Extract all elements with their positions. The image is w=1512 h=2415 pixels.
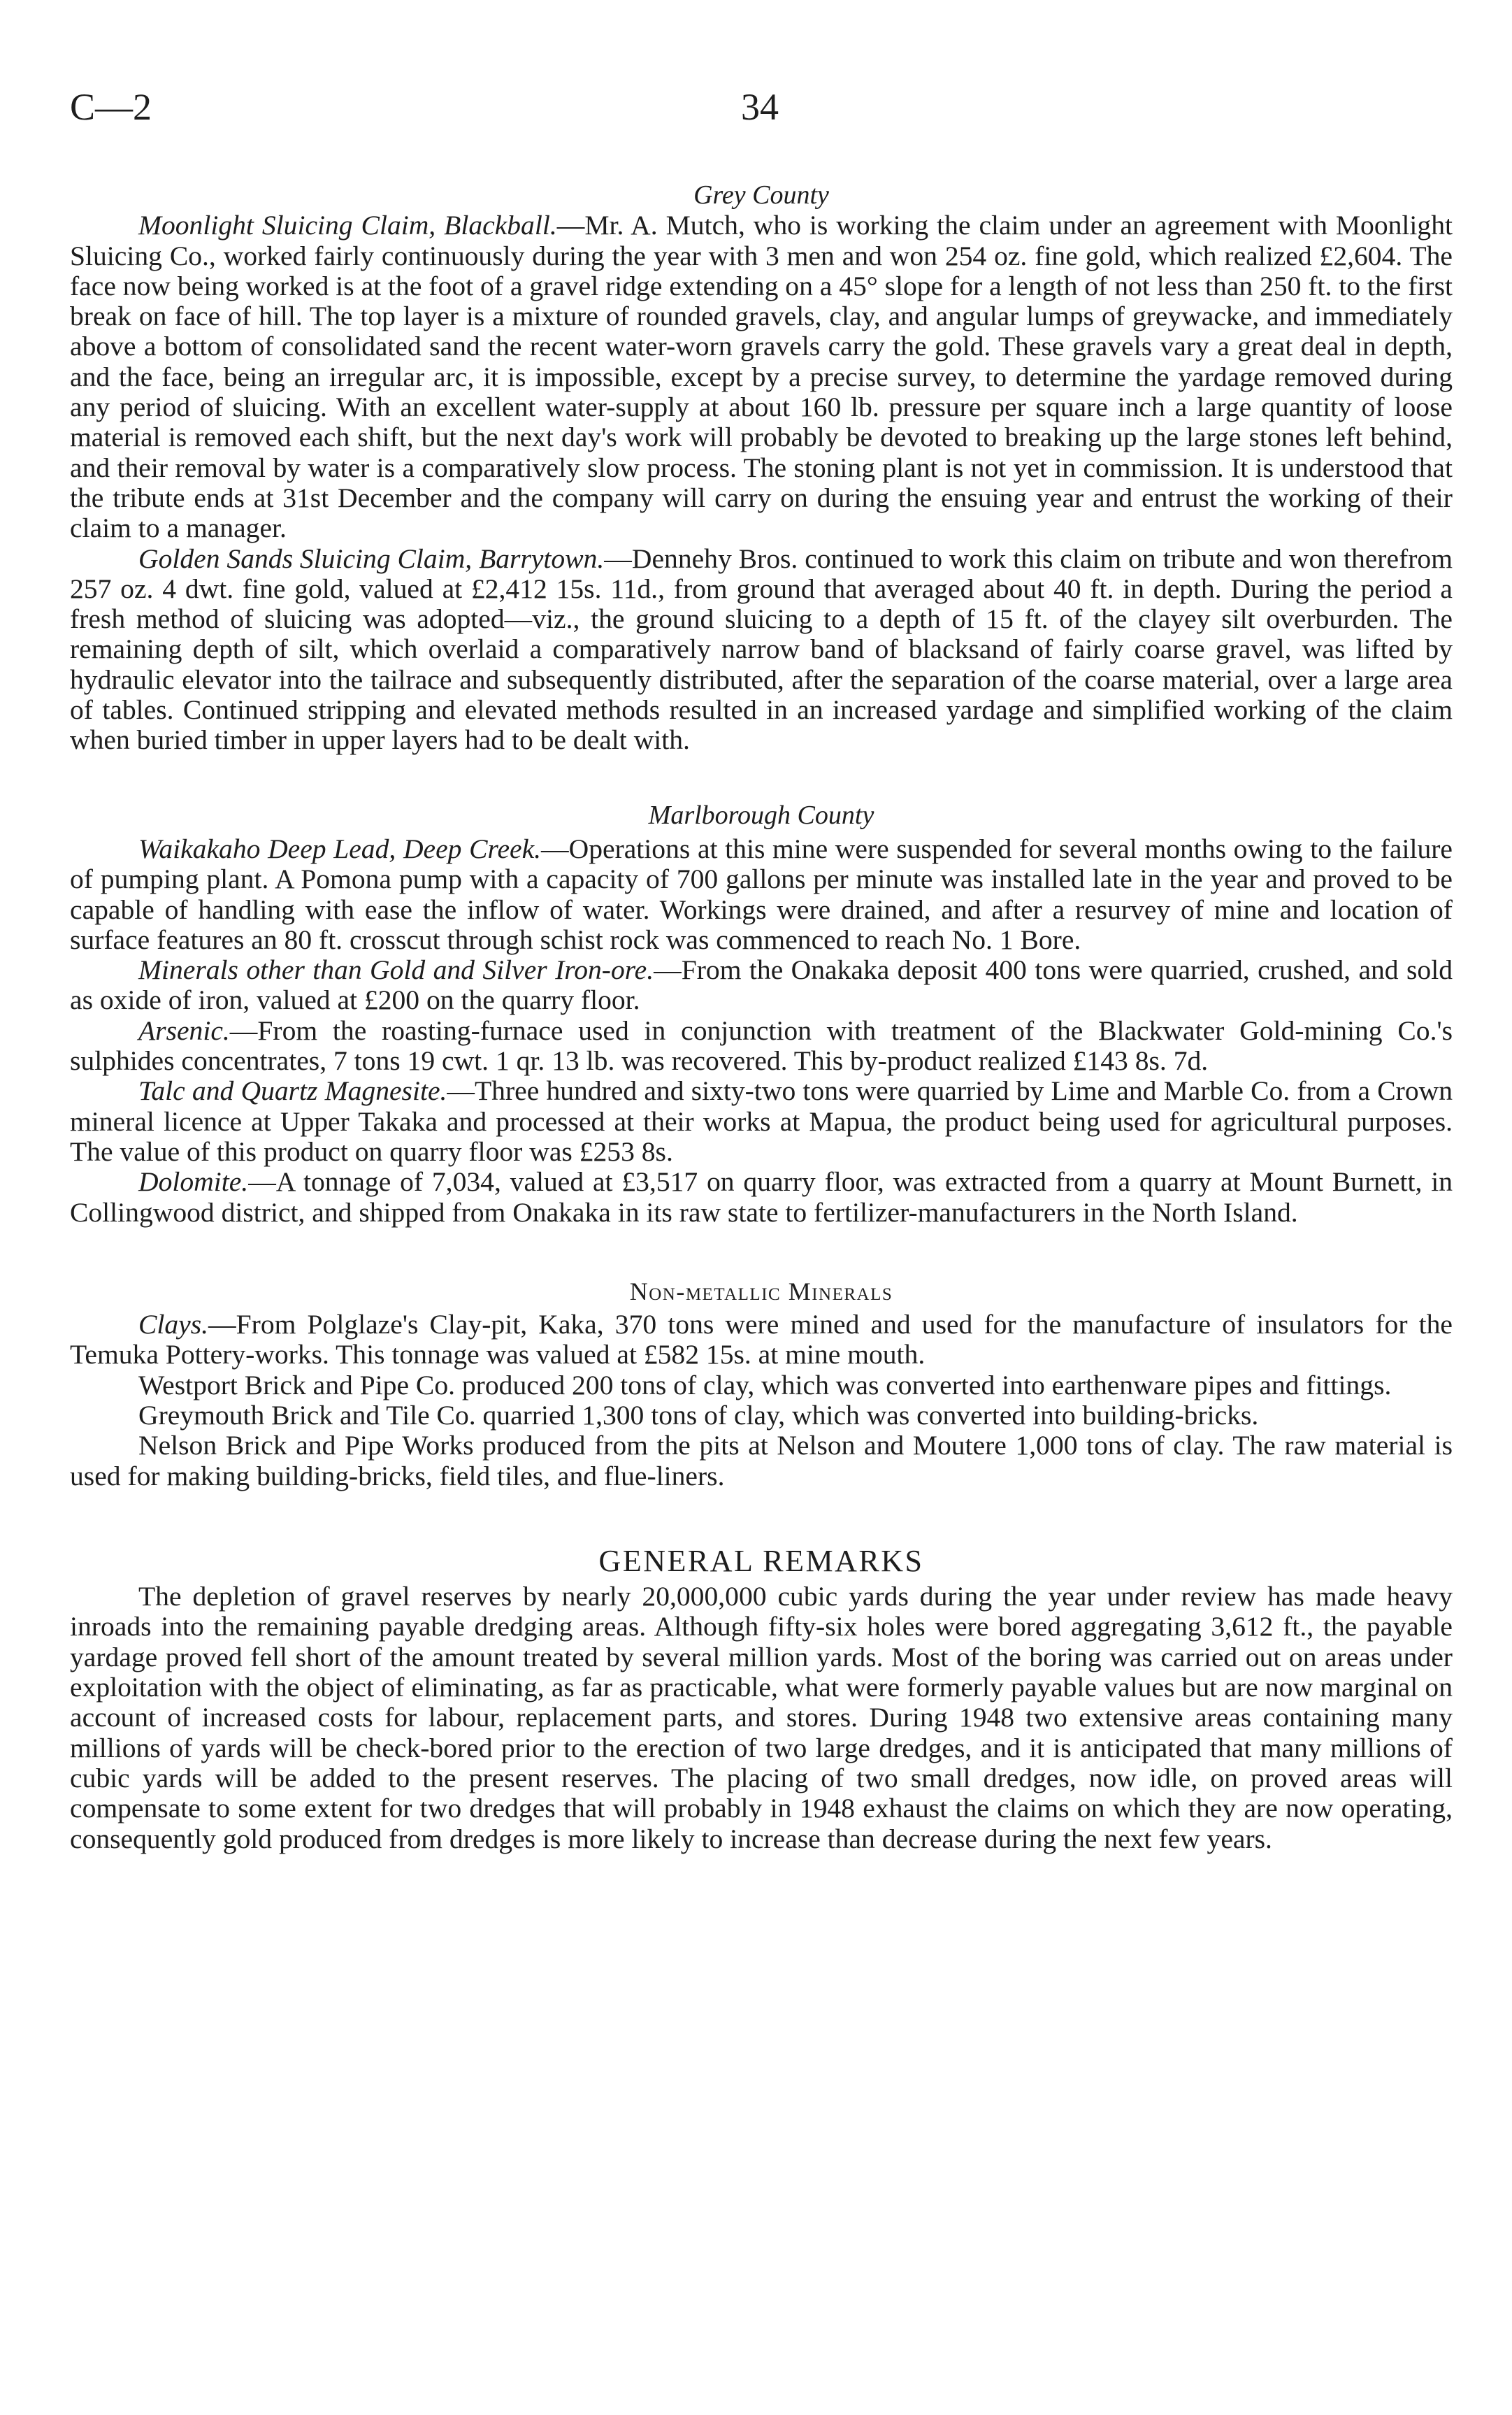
- paragraph-body: —From Polglaze's Clay-pit, Kaka, 370 tons were mined and used for the manufacture of insulators for the Temuka Pottery-works. This tonnage was valued at £582 15s. at mine mouth.: [70, 1309, 1453, 1370]
- moonlight-claim-paragraph: [70, 210, 1453, 543]
- general-remarks-paragraph: The depletion of gravel reserves by nearly 20,000,000 cubic yards during the year under review has made heavy inroads into the remaining payable dredging areas. Although fifty-six holes were bored aggregating 3,612 ft., the payable yardage proved fell short of the amount treated by several million yards. Most of the boring was carried out on areas under exploitation with the object of eliminating, as far as practicable, what were formerly payable values but are now marginal on account of increased costs for labour, replacement parts, and stores. During 1948 two extensive areas containing many millions of yards will be check-bored prior to the erection of two large dredges, and it is anticipated that many millions of cubic yards will be added to the present reserves. The placing of two small dredges, now idle, on proved areas will compensate to some extent for two dredges that will probably in 1948 exhaust the claims on which they are now operating, consequently gold produced from dredges is more likely to increase than decrease during the next few years.: [70, 1581, 1453, 1854]
- paragraph-body: —Dennehy Bros. continued to work this claim on tribute and won therefrom 257 oz. 4 dwt. fine gold, valued at £2,412 15s. 11d., from ground that averaged about 40 ft. in depth. During the period a fresh method of sluicing was adopted—viz., the ground sluicing to a depth of 15 ft. of the clayey silt overburden. The remaining depth of silt, which overlaid a comparatively narrow band of blacksand of fairly coarse gravel, was lifted by hydraulic elevator into the tailrace and subsequently distributed, after the separation of the coarse material, over a large area of tables. Continued stripping and elevated methods resulted in an increased yardage and simplified working of the claim when buried timber in upper layers had to be dealt with.: [70, 543, 1453, 756]
- marlborough-county-heading: Marlborough County: [648, 800, 874, 830]
- paragraph-title: Minerals other than Gold and Silver Iron-ore.: [138, 954, 654, 986]
- greymouth-brick-paragraph: Greymouth Brick and Tile Co. quarried 1,300 tons of clay, which was converted into building-bricks.: [138, 1399, 1259, 1431]
- talc-magnesite-paragraph: [70, 1076, 1453, 1167]
- nelson-brick-paragraph: Nelson Brick and Pipe Works produced from the pits at Nelson and Moutere 1,000 tons of clay. The raw material is used for making building-bricks, field tiles, and flue-liners.: [70, 1430, 1453, 1491]
- arsenic-paragraph: [70, 1016, 1453, 1077]
- paragraph-title: Talc and Quartz Magnesite.: [138, 1075, 447, 1107]
- paragraph-body: —Operations at this mine were suspended for several months owing to the failure of pumping plant. A Pomona pump with a capacity of 700 gallons per minute was installed late in the year and proved to be capable of handling with ease the inflow of water. Workings were drained, and after a resurvey of mine and location of surface features an 80 ft. crosscut through schist rock was commenced to reach No. 1 Bore.: [70, 833, 1453, 955]
- paragraph-body: —From the Onakaka deposit 400 tons were quarried, crushed, and sold as oxide of iron, valued at £200 on the quarry floor.: [70, 954, 1453, 1016]
- paragraph-title: Waikakaho Deep Lead, Deep Creek.: [138, 833, 542, 864]
- general-remarks-heading: GENERAL REMARKS: [598, 1543, 924, 1578]
- iron-ore-paragraph: [70, 955, 1453, 1016]
- dolomite-paragraph: [70, 1167, 1453, 1228]
- paragraph-title: Arsenic.: [138, 1015, 230, 1046]
- paragraph-title: Golden Sands Sluicing Claim, Barrytown.: [138, 543, 605, 574]
- golden-sands-claim-paragraph: [70, 544, 1453, 756]
- westport-brick-paragraph: Westport Brick and Pipe Co. produced 200 tons of clay, which was converted into earthenware pipes and fittings.: [138, 1369, 1392, 1400]
- clays-paragraph: [70, 1310, 1453, 1370]
- waikakaho-paragraph: [70, 834, 1453, 955]
- page-number: 34: [741, 86, 779, 128]
- paragraph-body: —Mr. A. Mutch, who is working the claim under an agreement with Moonlight Sluicing Co., worked fairly continuously during the year with 3 men and won 254 oz. fine gold, which realized £2,604. The face now being worked is at the foot of a gravel ridge extending on a 45° slope for a length of not less than 250 ft. to the first break on face of hill. The top layer is a mixture of rounded gravels, clay, and angular lumps of greywacke, and immediately above a bottom of consolidated sand the recent water-worn gravels carry the gold. These gravels vary a great deal in depth, and the face, being an irregular arc, it is impossible, except by a precise survey, to determine the yardage removed during any period of sluicing. With an excellent water-supply at about 160 lb. pressure per square inch a large quantity of loose material is removed each shift, but the next day's work will probably be devoted to breaking up the large stones left behind, and their removal by water is a comparatively slow process. The stoning plant is not yet in commission. It is understood that the tribute ends at 31st December and the company will carry on during the ensuing year and entrust the working of their claim to a manager.: [70, 210, 1453, 544]
- paragraph-title: Moonlight Sluicing Claim, Blackball.: [138, 210, 557, 241]
- paragraph-title: Clays.: [138, 1309, 209, 1340]
- non-metallic-minerals-heading: Non-metallic Minerals: [629, 1277, 893, 1305]
- paragraph-body: —A tonnage of 7,034, valued at £3,517 on quarry floor, was extracted from a quarry at Mount Burnett, in Collingwood district, and shipped from Onakaka in its raw state to fertilizer-manufacturers in the North Island.: [70, 1166, 1453, 1228]
- paragraph-body: —From the roasting-furnace used in conjunction with treatment of the Blackwater Gold-mining Co.'s sulphides concentrates, 7 tons 19 cwt. 1 qr. 13 lb. was recovered. This by-product realized £143 8s. 7d.: [70, 1015, 1453, 1077]
- paragraph-title: Dolomite.: [138, 1166, 249, 1198]
- document-reference-code: C—2: [70, 86, 152, 128]
- grey-county-heading: Grey County: [693, 180, 829, 210]
- page-body: [70, 180, 1453, 1854]
- paragraph-body: —Three hundred and sixty-two tons were quarried by Lime and Marble Co. from a Crown mineral licence at Upper Takaka and processed at their works at Mapua, the product being used for agricultural purposes. The value of this product on quarry floor was £253 8s.: [70, 1075, 1453, 1167]
- running-header: [70, 83, 1442, 131]
